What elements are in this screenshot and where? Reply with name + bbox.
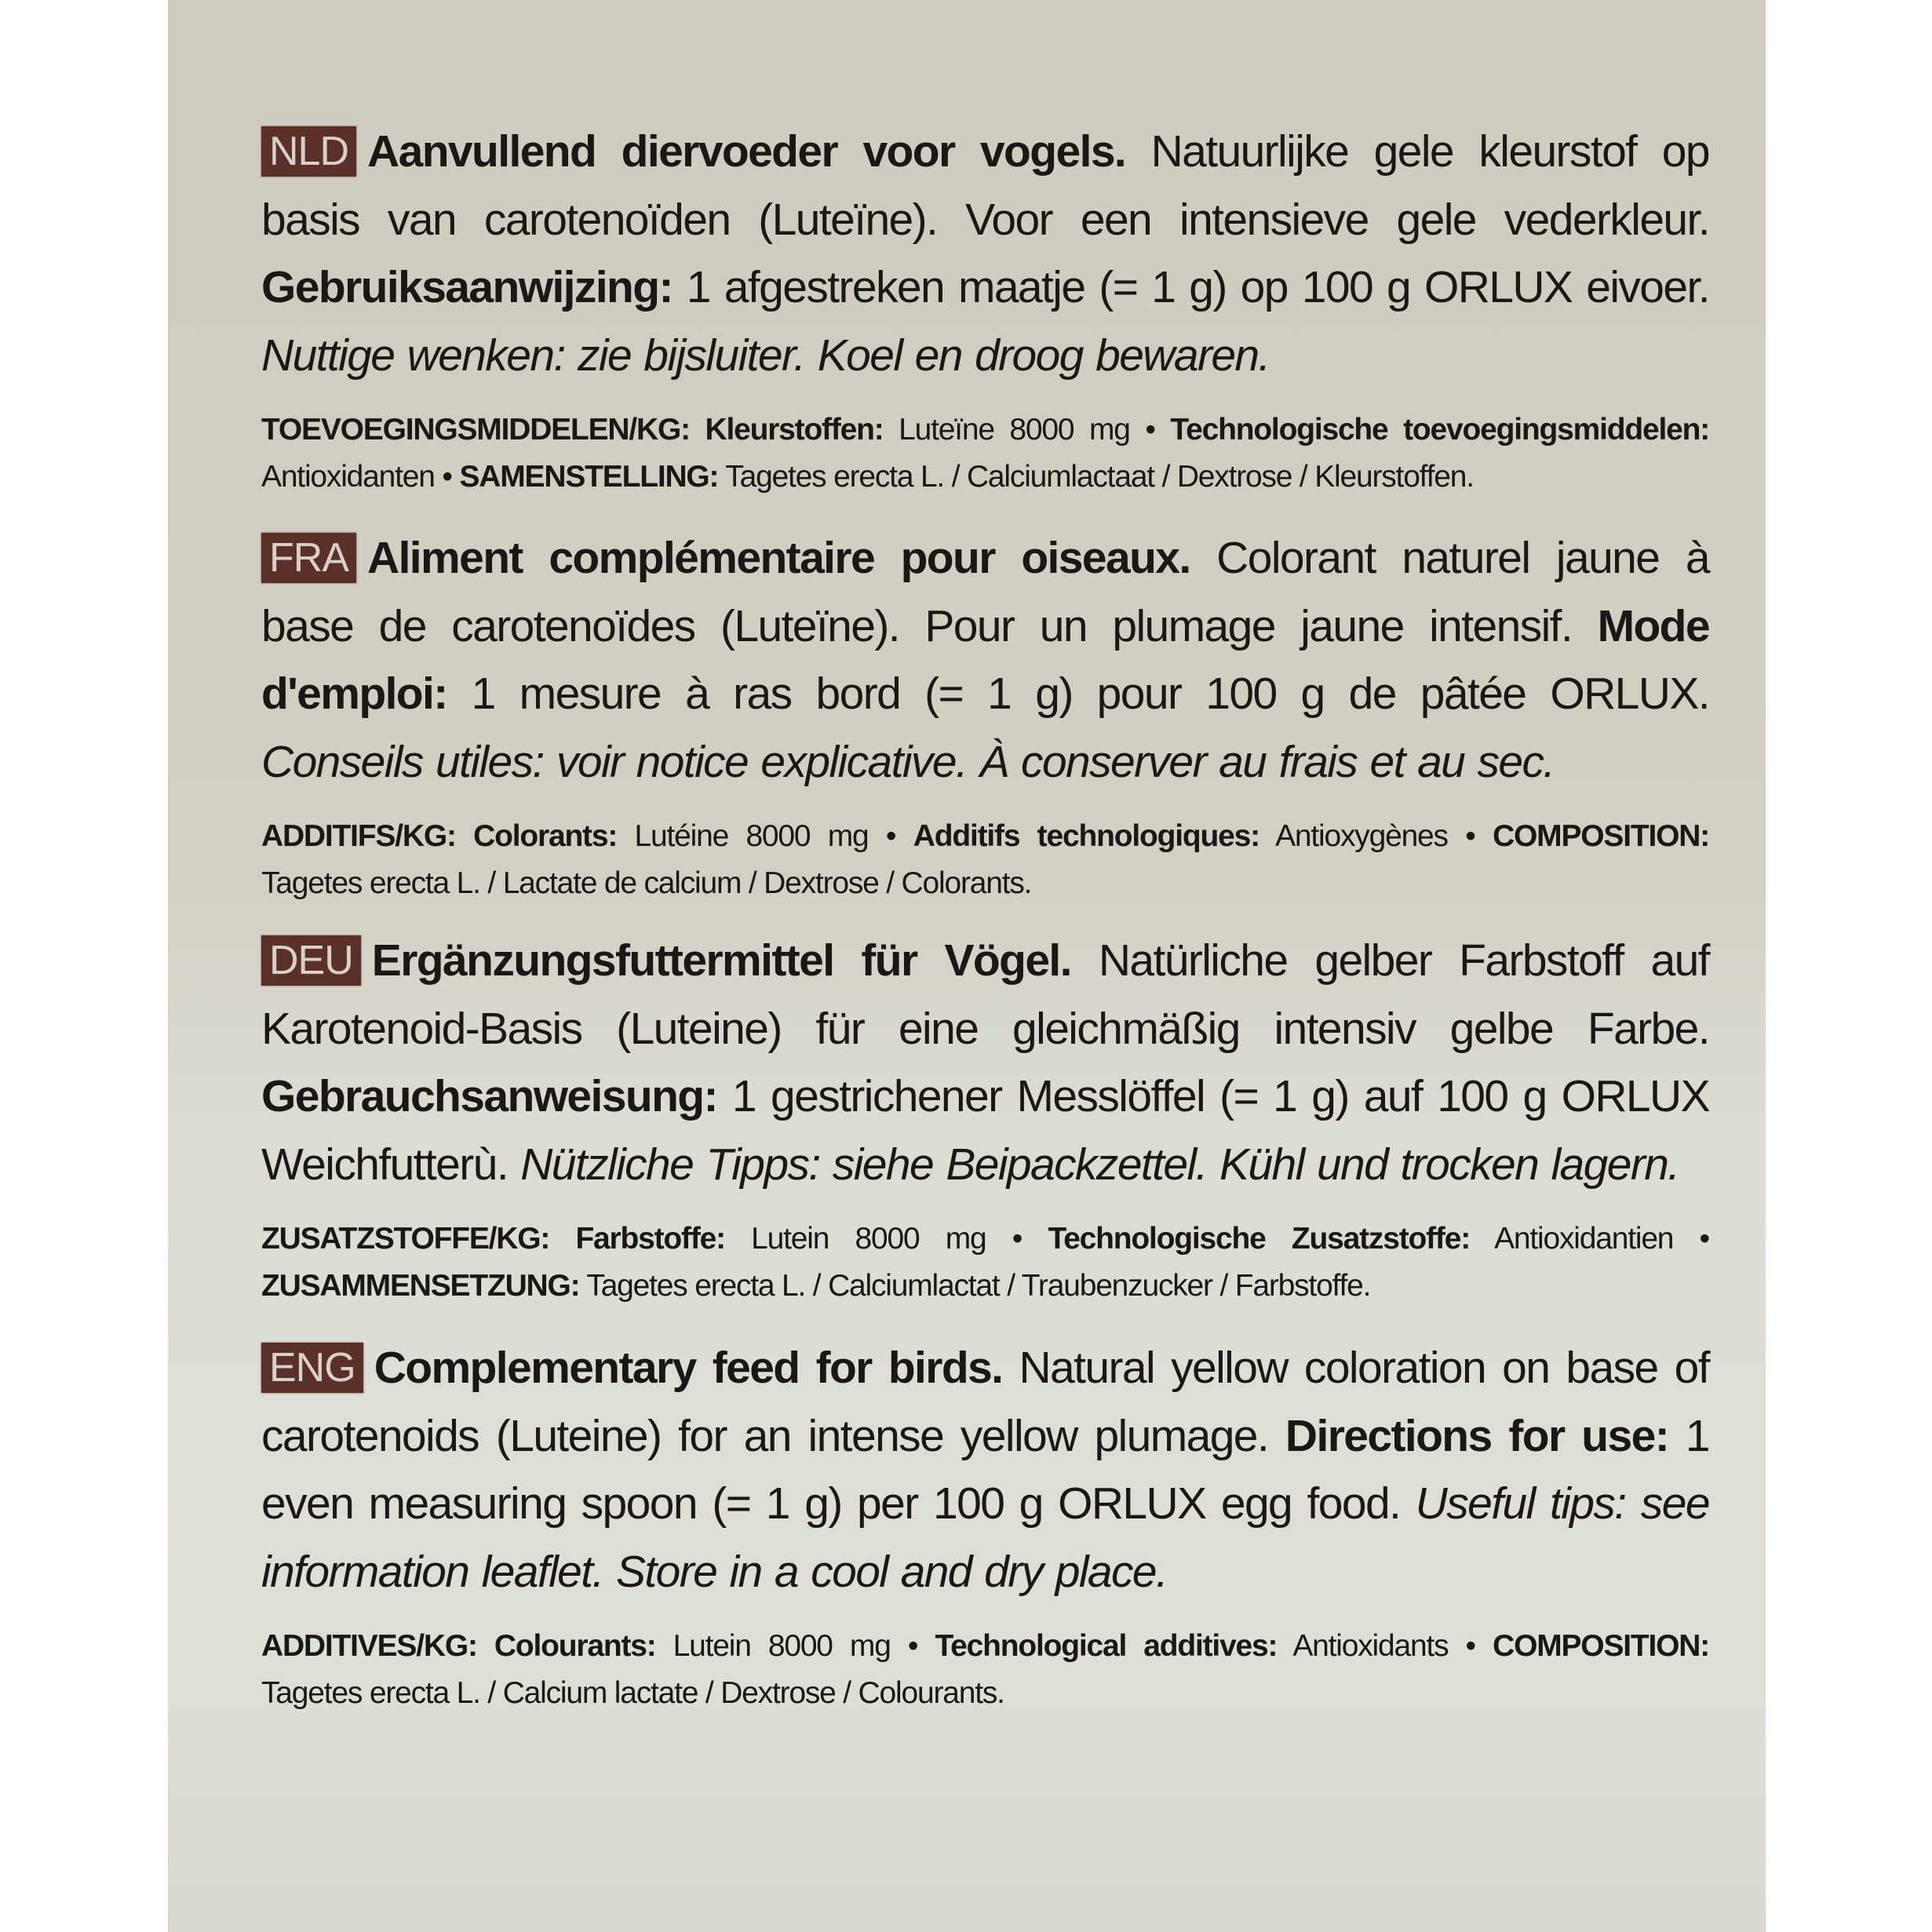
main-segment: 1 mesure à ras bord (= 1 g) pour 100 g de pâtée ORLUX.	[471, 669, 1709, 719]
section-deu	[261, 927, 1709, 1310]
additives-segment: Luteïne 8000 mg •	[899, 413, 1155, 447]
additives-segment: ADDITIFS/KG:	[261, 819, 456, 853]
main-segment: Aliment complémentaire pour oiseaux.	[367, 533, 1190, 583]
main-segment: 1 afgestreken maatje (= 1 g) op 100 g ORLUX eivoer.	[686, 262, 1709, 312]
main-segment: Useful tips: see information leaflet. Store in a cool and dry place.	[261, 1478, 1709, 1597]
additives-segment: Lutein 8000 mg •	[673, 1629, 918, 1663]
additives-segment: Lutein 8000 mg •	[751, 1222, 1023, 1256]
main-segment: Conseils utiles: voir notice explicative. À conserver au frais et au sec.	[261, 736, 1555, 787]
additives-segment: Antioxidantien •	[1494, 1222, 1710, 1256]
additives-segment: Technologische toevoegingsmiddelen:	[1170, 413, 1709, 447]
language-badge: FRA	[261, 533, 356, 583]
main-segment: Natürliche gelber Farbstoff auf Karotenoid-Basis (Luteine) für eine gleichmäßig intensiv gelbe Farbe.	[261, 935, 1709, 1054]
additives-segment: Farbstoffe:	[575, 1222, 725, 1256]
additives-segment: TOEVOEGINGSMIDDELEN/KG:	[261, 413, 690, 447]
main-segment: Ergänzungsfuttermittel für Vögel.	[371, 935, 1071, 986]
additives-segment: Technological additives:	[935, 1629, 1278, 1663]
language-badge: ENG	[261, 1343, 363, 1393]
additives-segment: Antioxygènes •	[1275, 819, 1475, 853]
product-description	[261, 524, 1709, 796]
product-description	[261, 118, 1709, 389]
additives-segment: SAMENSTELLING:	[459, 460, 719, 494]
product-description	[261, 927, 1709, 1198]
additives-segment: Antioxidants •	[1292, 1629, 1475, 1663]
main-segment: Mode d'emploi:	[261, 600, 1709, 719]
additives-segment: Tagetes erecta L. / Lactate de calcium / Dextrose / Colorants.	[261, 866, 1032, 900]
main-segment: Colorant naturel jaune à base de carotenoïdes (Luteïne). Pour un plumage jaune intensif.	[261, 533, 1709, 651]
additives-composition	[261, 1216, 1709, 1310]
additives-composition	[261, 406, 1709, 501]
main-segment: Directions for use:	[1285, 1410, 1669, 1461]
main-segment: Aanvullend diervoeder voor vogels.	[367, 126, 1126, 177]
additives-segment: Kleurstoffen:	[705, 413, 884, 447]
main-segment: 1 gestrichener Messlöffel (= 1 g) auf 100 g ORLUX Weichfutterù.	[261, 1071, 1709, 1190]
main-segment: 1 even measuring spoon (= 1 g) per 100 g ORLUX egg food.	[261, 1410, 1709, 1529]
additives-segment: Antioxidanten •	[261, 460, 452, 494]
main-segment: Nützliche Tipps: siehe Beipackzettel. Kühl und trocken lagern.	[520, 1139, 1679, 1190]
main-segment: Gebruiksaanwijzing:	[261, 262, 673, 312]
additives-segment: COMPOSITION:	[1493, 819, 1709, 853]
additives-segment: Tagetes erecta L. / Calciumlactaat / Dextrose / Kleurstoffen.	[725, 460, 1474, 494]
additives-segment: Tagetes erecta L. / Calciumlactat / Traubenzucker / Farbstoffe.	[586, 1269, 1371, 1303]
section-fra	[261, 524, 1709, 907]
additives-segment: Lutéine 8000 mg •	[634, 819, 896, 853]
section-nld	[261, 118, 1709, 501]
additives-segment: ADDITIVES/KG:	[261, 1629, 477, 1663]
additives-composition	[261, 1623, 1709, 1717]
language-badge: NLD	[261, 126, 356, 177]
additives-segment: Colorants:	[473, 819, 618, 853]
additives-segment: Colourants:	[494, 1629, 656, 1663]
additives-segment: Additifs technologiques:	[913, 819, 1259, 853]
additives-segment: ZUSAMMENSETZUNG:	[261, 1269, 580, 1303]
additives-composition	[261, 813, 1709, 907]
main-segment: Nuttige wenken: zie bijsluiter. Koel en droog bewaren.	[261, 330, 1270, 381]
section-eng	[261, 1334, 1709, 1717]
main-segment: Complementary feed for birds.	[374, 1343, 1003, 1393]
additives-segment: ZUSATZSTOFFE/KG:	[261, 1222, 550, 1256]
additives-segment: Tagetes erecta L. / Calcium lactate / Dextrose / Colourants.	[261, 1676, 1004, 1710]
language-badge: DEU	[261, 935, 361, 986]
main-segment: Natuurlijke gele kleurstof op basis van carotenoïden (Luteïne). Voor een intensieve gele vederkleur.	[261, 126, 1709, 245]
product-description	[261, 1334, 1709, 1606]
main-segment: Natural yellow coloration on base of carotenoids (Luteine) for an intense yellow plumage.	[261, 1343, 1709, 1461]
additives-segment: Technologische Zusatzstoffe:	[1048, 1222, 1470, 1256]
main-segment: Gebrauchsanweisung:	[261, 1071, 717, 1121]
additives-segment: COMPOSITION:	[1493, 1629, 1710, 1663]
